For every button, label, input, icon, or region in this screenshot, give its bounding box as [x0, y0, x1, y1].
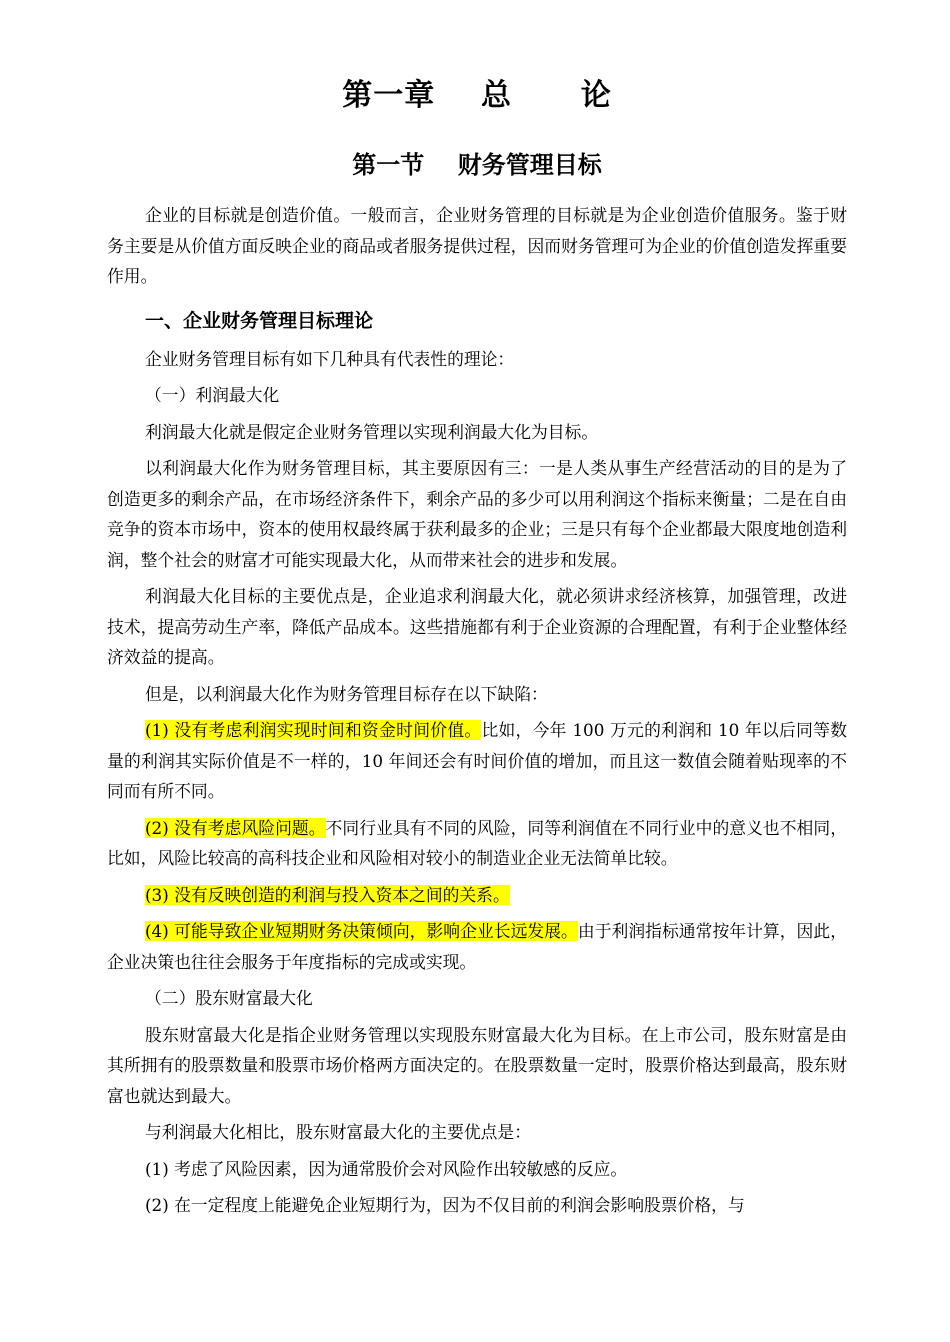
defect-4-text: 由于利润指标通常按年计算，因此，企业决策也往往会服务于年度指标的完成或实现。: [107, 921, 847, 972]
subsection-title: 一、企业财务管理目标理论: [145, 309, 374, 332]
paragraph-profit-reasons: 以利润最大化作为财务管理目标，其主要原因有三：一是人类从事生产经营活动的目的是为了创造更多的剩余产品，在市场经济条件下，剩余产品的多少可以用利润这个指标来衡量；二是在自由竞争的资本市场中，资本的使用权最终属于获利最多的企业；三是只有每个企业都最大限度地创造利润，整个社会的财富才可能实现最大化，从而带来社会的进步和发展。: [107, 458, 847, 570]
defect-1: [107, 715, 847, 807]
defect-2: [107, 813, 847, 874]
item-title-shareholder-wealth: （二）股东财富最大化: [145, 988, 313, 1008]
paragraph-shareholder-advantages-intro: 与利润最大化相比，股东财富最大化的主要优点是：: [145, 1122, 531, 1142]
paragraph-profit-advantages: 利润最大化目标的主要优点是，企业追求利润最大化，就必须讲求经济核算，加强管理，改进技术，提高劳动生产率，降低产品成本。这些措施都有利于企业资源的合理配置，有利于企业整体经济效益的提高。: [107, 586, 847, 667]
chapter-title: 第一章 总 论: [342, 78, 612, 113]
advantage-1: (1) 考虑了风险因素，因为通常股价会对风险作出较敏感的反应。: [145, 1158, 628, 1179]
document-content: [107, 76, 847, 1227]
defect-3: [107, 880, 847, 911]
defect-2-text: 不同行业具有不同的风险，同等利润值在不同行业中的意义也不相同，比如，风险比较高的高科技企业和风险相对较小的制造业企业无法简单比较。: [107, 817, 847, 868]
item-title-profit-max: （一）利润最大化: [145, 385, 280, 405]
section-title: 第一节 财务管理目标: [352, 151, 602, 179]
defect-4: [107, 916, 847, 977]
intro-paragraph: 企业的目标就是创造价值。一般而言，企业财务管理的目标就是为企业创造价值服务。鉴于财务主要是从价值方面反映企业的商品或者服务提供过程，因而财务管理可为企业的价值创造发挥重要作用。: [107, 205, 847, 286]
defect-1-text: 比如，今年 100 万元的利润和 10 年以后同等数量的利润其实际价值是不一样的，10 年间还会有时间价值的增加，而且这一数值会随着贴现率的不同而有所不同。: [107, 720, 847, 801]
paragraph-profit-defects-intro: 但是，以利润最大化作为财务管理目标存在以下缺陷：: [145, 683, 548, 704]
highlighted-text: (1) 没有考虑利润实现时间和资金时间价值。: [145, 720, 482, 740]
paragraph-shareholder-definition: 股东财富最大化是指企业财务管理以实现股东财富最大化为目标。在上市公司，股东财富是由其所拥有的股票数量和股票市场价格两方面决定的。在股票数量一定时，股票价格达到最高，股东财富也就达到最大。: [107, 1024, 847, 1106]
advantage-2: (2) 在一定程度上能避免企业短期行为，因为不仅目前的利润会影响股票价格，与: [145, 1195, 745, 1215]
paragraph-profit-definition: 利润最大化就是假定企业财务管理以实现利润最大化为目标。: [145, 421, 599, 442]
highlighted-text: (2) 没有考虑风险问题。: [145, 817, 326, 838]
highlighted-text: (4) 可能导致企业短期财务决策倾向，影响企业长远发展。: [145, 921, 578, 941]
highlighted-text: (3) 没有反映创造的利润与投入资本之间的关系。: [145, 884, 510, 905]
paragraph-theories-intro: 企业财务管理目标有如下几种具有代表性的理论：: [145, 348, 515, 369]
